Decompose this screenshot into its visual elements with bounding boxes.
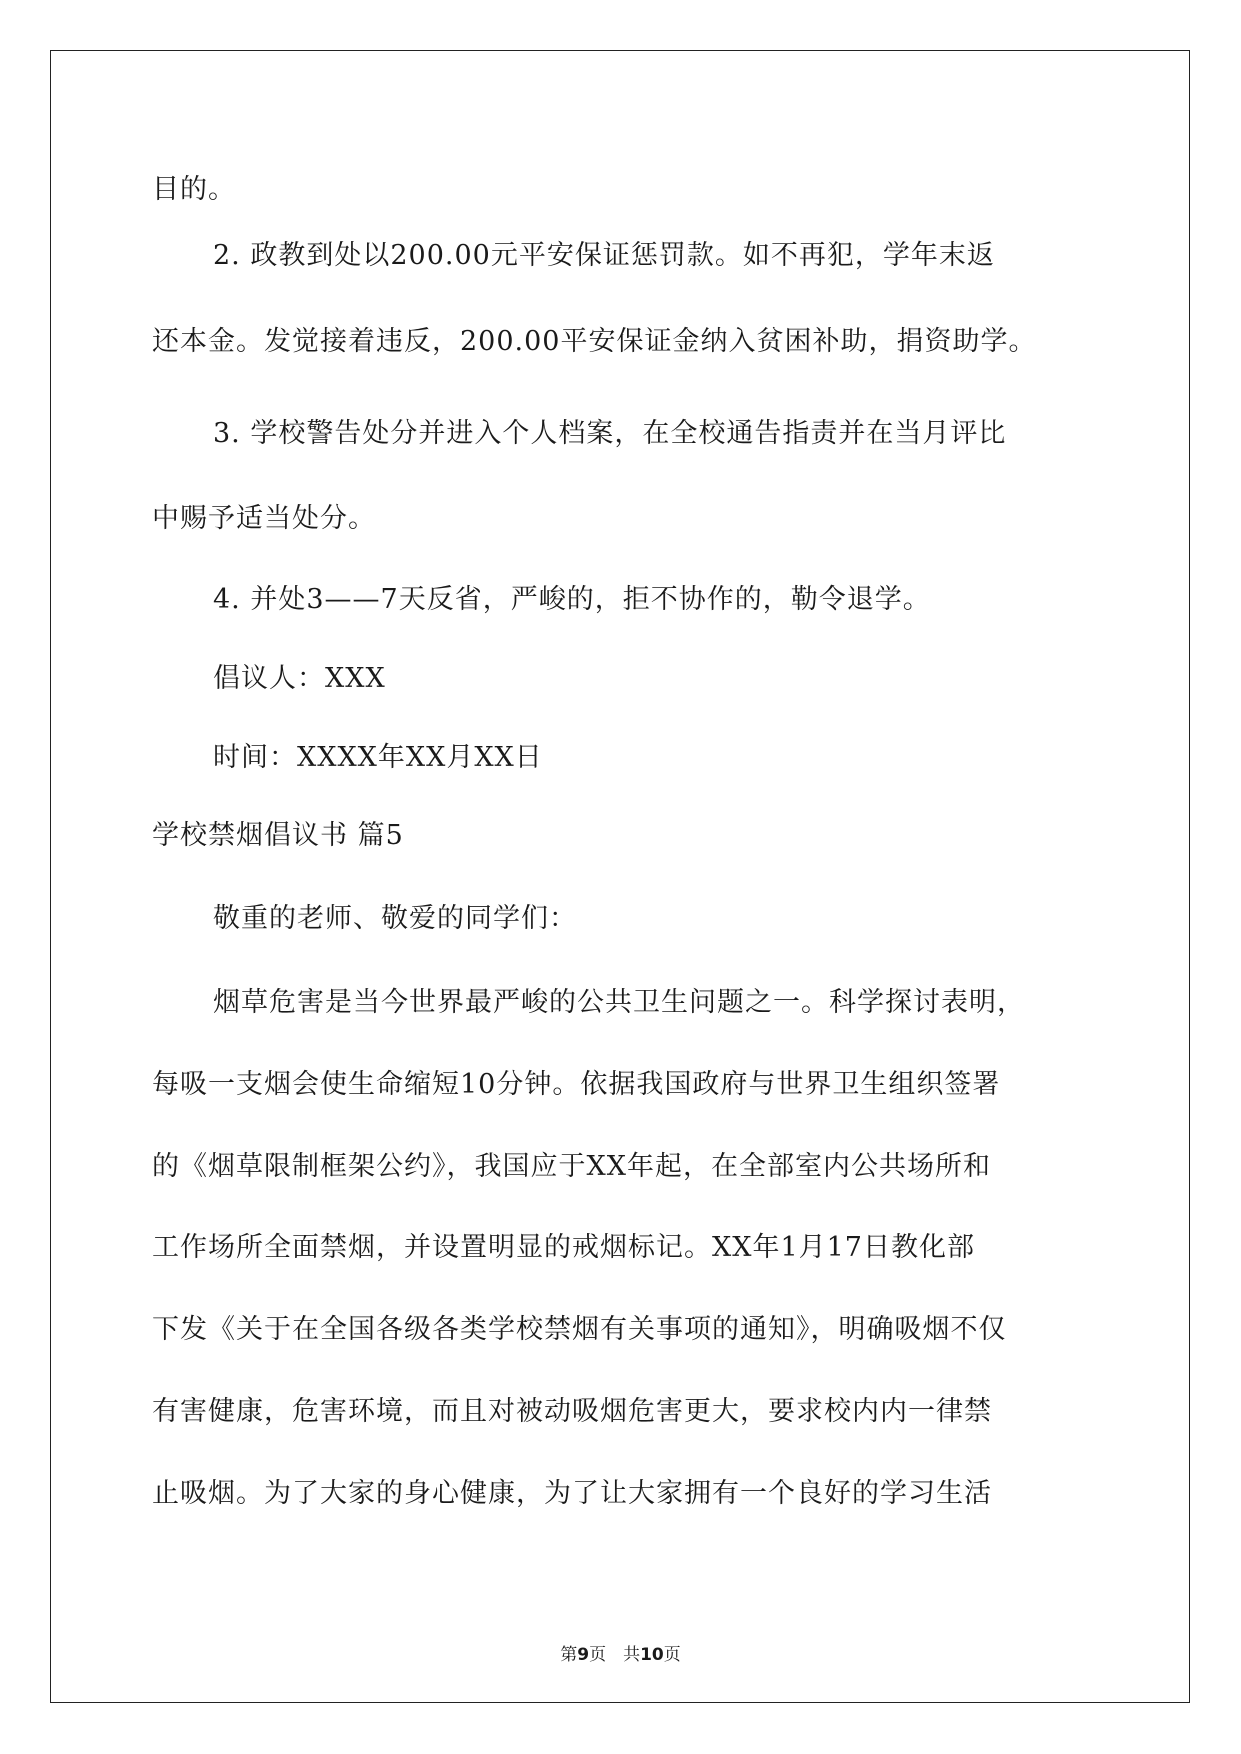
initiator-line: 倡议人：XXX — [213, 663, 386, 694]
list-item-4: 4. 并处3——7天反省，严峻的，拒不协作的，勒令退学。 — [213, 584, 931, 615]
date-line: 时间：XXXX年XX月XX日 — [213, 742, 543, 773]
list-item-3-line-1: 3. 学校警告处分并进入个人档案，在全校通告指责并在当月评比 — [213, 418, 1007, 449]
text-line: 目的。 — [152, 174, 236, 205]
footer-current-page: 9 — [577, 1645, 590, 1665]
page-footer — [0, 1643, 1241, 1667]
list-item-2-line-2: 还本金。发觉接着违反，200.00平安保证金纳入贫困补助，捐资助学。 — [152, 326, 1037, 357]
section-heading: 学校禁烟倡议书 篇5 — [152, 820, 404, 851]
list-item-2-line-1: 2. 政教到处以200.00元平安保证惩罚款。如不再犯，学年末返 — [213, 240, 995, 271]
paragraph-line: 止吸烟。为了大家的身心健康，为了让大家拥有一个良好的学习生活 — [152, 1478, 992, 1509]
footer-total-pages: 10 — [640, 1645, 664, 1665]
page-border — [50, 50, 1190, 1703]
footer-suffix: 页 — [663, 1645, 681, 1665]
paragraph-line: 有害健康，危害环境，而且对被动吸烟危害更大，要求校内内一律禁 — [152, 1396, 992, 1427]
paragraph-line: 工作场所全面禁烟，并设置明显的戒烟标记。XX年1月17日教化部 — [152, 1232, 975, 1263]
paragraph-line: 每吸一支烟会使生命缩短10分钟。依据我国政府与世界卫生组织签署 — [152, 1069, 1001, 1100]
footer-prefix: 第 — [560, 1645, 578, 1665]
salutation: 敬重的老师、敬爱的同学们： — [213, 903, 577, 934]
paragraph-line: 下发《关于在全国各级各类学校禁烟有关事项的通知》，明确吸烟不仅 — [152, 1314, 1007, 1345]
paragraph-line: 烟草危害是当今世界最严峻的公共卫生问题之一。科学探讨表明， — [213, 987, 1025, 1018]
paragraph-line: 的《烟草限制框架公约》，我国应于XX年起，在全部室内公共场所和 — [152, 1151, 991, 1182]
footer-mid: 页 共 — [589, 1645, 641, 1665]
list-item-3-line-2: 中赐予适当处分。 — [152, 503, 376, 534]
